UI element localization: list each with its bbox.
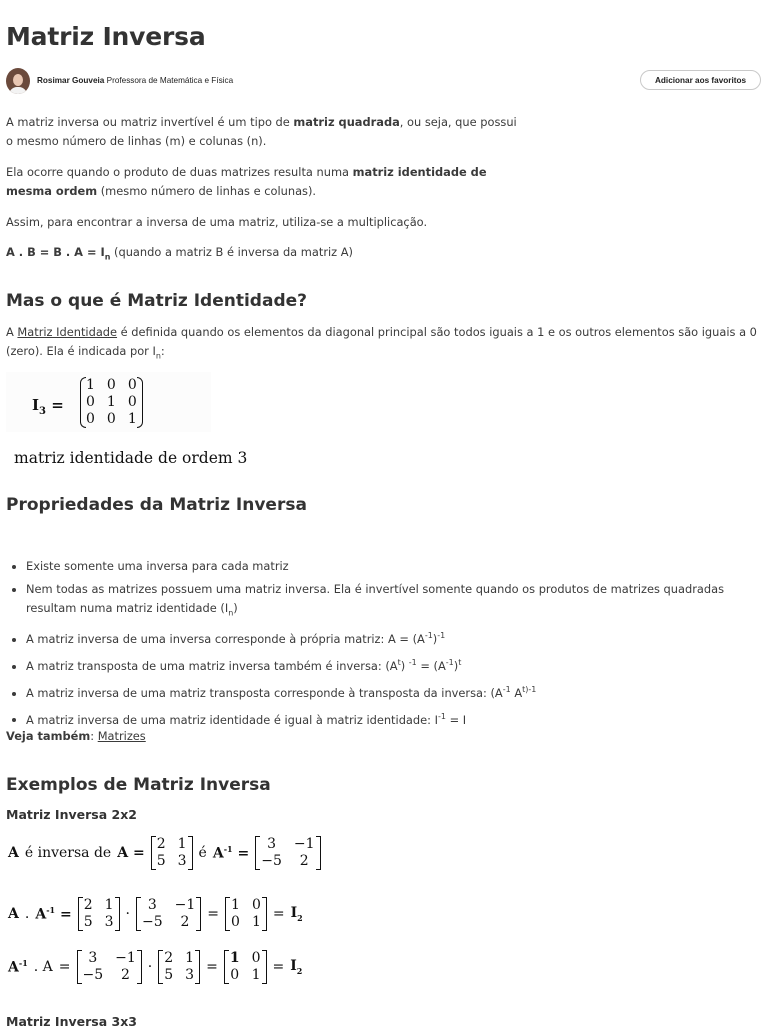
- matrix-cell: 0: [251, 897, 261, 913]
- matrix-cell: 5: [156, 853, 166, 869]
- page-title: Matriz Inversa: [6, 22, 206, 51]
- author-role: Professora de Matemática e Física: [106, 76, 234, 85]
- matrix-cell: 1: [127, 411, 137, 427]
- matrix-cell: −1: [174, 897, 196, 913]
- matrix-cell: 0: [127, 394, 137, 410]
- matrix-cell: 1: [251, 967, 261, 983]
- matrix-cell: 3: [267, 836, 276, 852]
- matrix-cell: 0: [86, 394, 95, 410]
- matrix-cell: 0: [231, 914, 240, 930]
- matrix-cell: 3: [185, 967, 195, 983]
- author-name[interactable]: Rosimar Gouveia: [37, 76, 105, 85]
- matrix-a: [151, 836, 193, 870]
- matrix-cell: 0: [106, 377, 116, 393]
- intro-paragraph-2: Ela ocorre quando o produto de duas matrizes resulta numa matriz identidade de mesma ordem (mesmo número de linhas e colunas).: [6, 165, 487, 198]
- matrix-cell: 3: [104, 914, 114, 930]
- list-item: • A matriz inversa de uma matriz transposta corresponde à transposta da inversa: ($A^{-1}$ $A^{t)-1}$: [26, 680, 766, 703]
- matrix-cell: 0: [106, 411, 116, 427]
- matrizes-link[interactable]: Matrizes: [97, 729, 146, 743]
- matrix-cell: 1: [231, 897, 240, 913]
- matrix-cell: −5: [142, 914, 163, 930]
- properties-list: [6, 557, 766, 733]
- see-also: Veja também: Matrizes: [6, 729, 146, 743]
- matrix-cell: 1: [104, 897, 114, 913]
- matrix-cell: 1: [251, 914, 261, 930]
- matrix-cell: 1: [106, 394, 116, 410]
- matrix-cell: 1: [177, 836, 187, 852]
- matrix-cell: 0: [230, 967, 240, 983]
- section-heading-properties: Propriedades da Matriz Inversa: [6, 495, 307, 515]
- intro-paragraph-1: A matriz inversa ou matriz invertível é um tipo de matriz quadrada, ou seja, que possui o mesmo número de linhas (m) e colunas (n).: [6, 115, 517, 148]
- identity-definition: A Matriz Identidade é definida quando os elementos da diagonal principal são todos iguais a 1 e os outros elementos são iguais a 0 (zero). Ela é indicada por $I_n$:: [6, 325, 757, 361]
- matriz-identidade-link[interactable]: Matriz Identidade: [17, 325, 118, 339]
- list-item: • A matriz inversa de uma matriz identidade é igual à matriz identidade: $I^{-1} = I$: [26, 707, 766, 730]
- list-item: • A matriz inversa de uma inversa corresponde à própria matriz: $A = (A^{-1})^{-1}$: [26, 626, 766, 649]
- matrix-cell: 3: [147, 897, 157, 913]
- matrix-cell: 3: [88, 950, 98, 966]
- matrix-cell: 1: [185, 950, 195, 966]
- author-avatar[interactable]: [6, 68, 30, 94]
- list-item: • Existe somente uma inversa para cada matriz: [26, 557, 766, 576]
- list-item: • A matriz transposta de uma matriz inversa também é inversa: $(A^t) ^{-1} = (A^{-1})^t$: [26, 653, 766, 676]
- section-heading-identity: Mas o que é Matriz Identidade?: [6, 291, 308, 311]
- add-to-favorites-button[interactable]: Adicionar aos favoritos: [640, 70, 761, 90]
- matrix-cell: 5: [83, 914, 93, 930]
- matrix-a-inverse: [77, 950, 142, 984]
- matrix-cell: −5: [82, 967, 104, 983]
- subheading-3x3: Matriz Inversa 3x3: [6, 1014, 137, 1029]
- matrix-cell: 2: [121, 967, 130, 983]
- matrix-cell: 1: [86, 377, 95, 393]
- matrix-a: [78, 897, 120, 931]
- matrix-a-inverse: [255, 836, 320, 870]
- matrix-cell: 1: [229, 950, 240, 966]
- subheading-2x2: Matriz Inversa 2x2: [6, 807, 137, 822]
- matrix-cell: 5: [164, 967, 174, 983]
- matrix-a: [158, 950, 200, 984]
- matrix-cell: −1: [293, 836, 315, 852]
- matrix-cell: 2: [83, 897, 93, 913]
- matrix-cell: −1: [115, 950, 136, 966]
- matrix-result: [224, 950, 267, 984]
- matrix-result: [225, 897, 267, 931]
- author-byline: [37, 76, 233, 85]
- matrix-cell: 2: [180, 914, 190, 930]
- example-equation-3: $A^{-1}$ . A = 3 −1 −5 2 · 2 1 5 3 = 1 0 0 1 = $I_2$: [8, 950, 303, 983]
- intro-paragraph-3: Assim, para encontrar a inversa de uma matriz, utiliza-se a multiplicação.: [6, 215, 428, 229]
- matrix-cell: 0: [86, 411, 95, 427]
- identity-label: $I_3$ =: [32, 396, 64, 417]
- example-equation-1: A é inversa de A = 2 1 5 3 é $A^{-1}$ = 3 −1 −5 2: [8, 836, 321, 870]
- matrix-a-inverse: [136, 897, 201, 931]
- matrix-cell: −5: [261, 853, 282, 869]
- list-item: • Nem todas as matrizes possuem uma matriz inversa. Ela é invertível somente quando os produtos de matrizes quadradas resultam numa matriz identidade $(I_n)$: [26, 580, 766, 622]
- identity-matrix-figure: [6, 372, 211, 432]
- example-equation-2: A . $A^{-1}$ = 2 1 5 3 · 3 −1 −5 2 = 1 0 0 1 = $I_2$: [8, 897, 303, 930]
- identity-matrix: [80, 377, 143, 428]
- matrix-cell: 3: [177, 853, 187, 869]
- matrix-cell: 2: [156, 836, 166, 852]
- section-heading-examples: Exemplos de Matriz Inversa: [6, 775, 271, 795]
- matrix-cell: 0: [251, 950, 261, 966]
- identity-caption: matriz identidade de ordem 3: [14, 449, 248, 467]
- matrix-cell: 2: [164, 950, 174, 966]
- formula-line: A . B = B . $A = I_n$ (quando a matriz B é inversa da matriz A): [6, 245, 354, 262]
- matrix-cell: 0: [127, 377, 137, 393]
- matrix-cell: 2: [299, 853, 309, 869]
